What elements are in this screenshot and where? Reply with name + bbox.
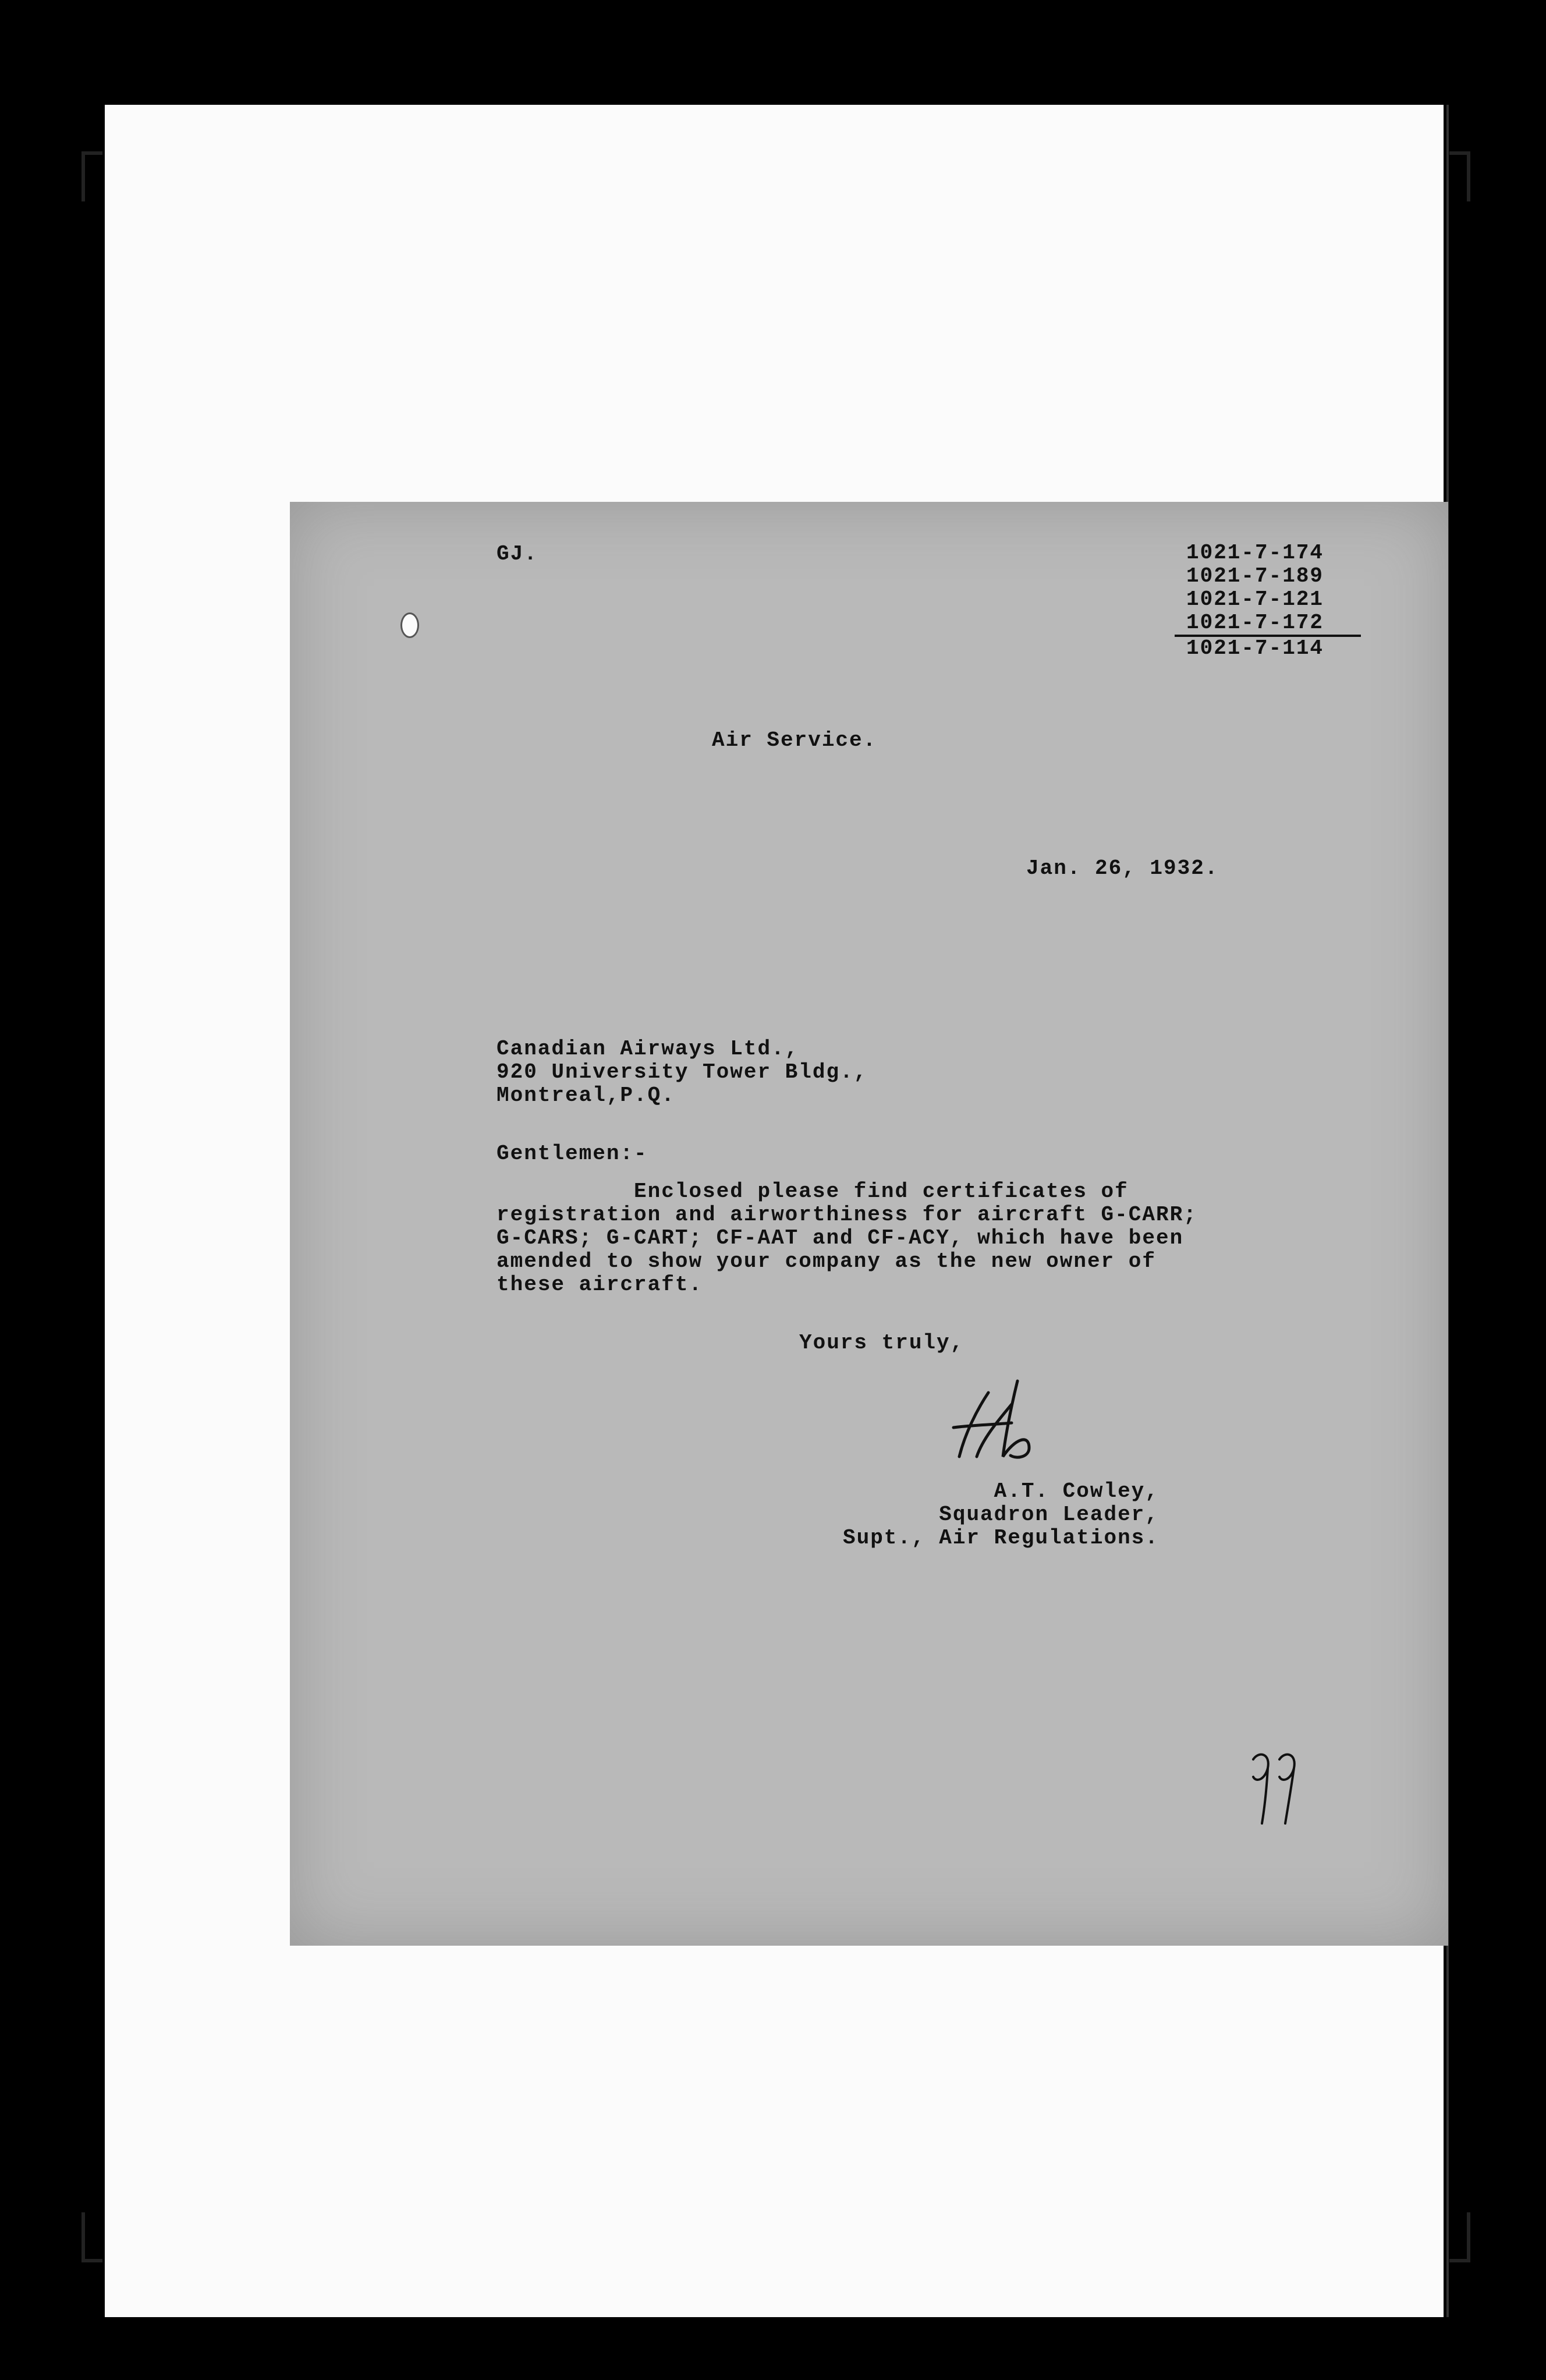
handwritten-signature (942, 1369, 1058, 1474)
crop-mark-top-left (81, 151, 102, 201)
signer-title: Supt., Air Regulations. (843, 1526, 1159, 1550)
address-line: Canadian Airways Ltd., (497, 1037, 799, 1061)
signature-block (843, 1480, 1159, 1550)
signer-name: A.T. Cowley, (994, 1479, 1159, 1503)
file-number: 1021-7-189 (1186, 564, 1324, 588)
body-line: Enclosed please find certificates of (497, 1180, 1129, 1203)
file-numbers (1186, 541, 1361, 660)
department-heading: Air Service. (712, 728, 877, 752)
letter-date: Jan. 26, 1932. (1026, 856, 1219, 880)
letter-body (497, 1180, 1197, 1297)
handwritten-page-number (1244, 1748, 1303, 1829)
signer-rank: Squadron Leader, (939, 1503, 1159, 1527)
address-line: Montreal,P.Q. (497, 1083, 675, 1107)
file-number: 1021-7-121 (1186, 587, 1324, 611)
file-number: 1021-7-174 (1186, 541, 1324, 565)
body-line: amended to show your company as the new owner of (497, 1249, 1156, 1273)
closing: Yours truly, (799, 1331, 965, 1355)
crop-mark-bottom-left (81, 2212, 102, 2262)
letter-page (290, 502, 1448, 1946)
typist-initials: GJ. (497, 542, 538, 566)
body-line: these aircraft. (497, 1273, 703, 1297)
salutation: Gentlemen:- (497, 1142, 648, 1166)
address-line: 920 University Tower Bldg., (497, 1060, 868, 1084)
punch-hole (400, 612, 419, 638)
file-number: 1021-7-172 (1175, 611, 1361, 637)
file-number: 1021-7-114 (1186, 636, 1324, 660)
recipient-address (497, 1037, 867, 1107)
crop-mark-top-right (1449, 151, 1470, 201)
crop-mark-bottom-right (1449, 2212, 1470, 2262)
body-line: registration and airworthiness for aircraft G-CARR; (497, 1203, 1197, 1227)
body-line: G-CARS; G-CART; CF-AAT and CF-ACY, which have been (497, 1226, 1184, 1250)
